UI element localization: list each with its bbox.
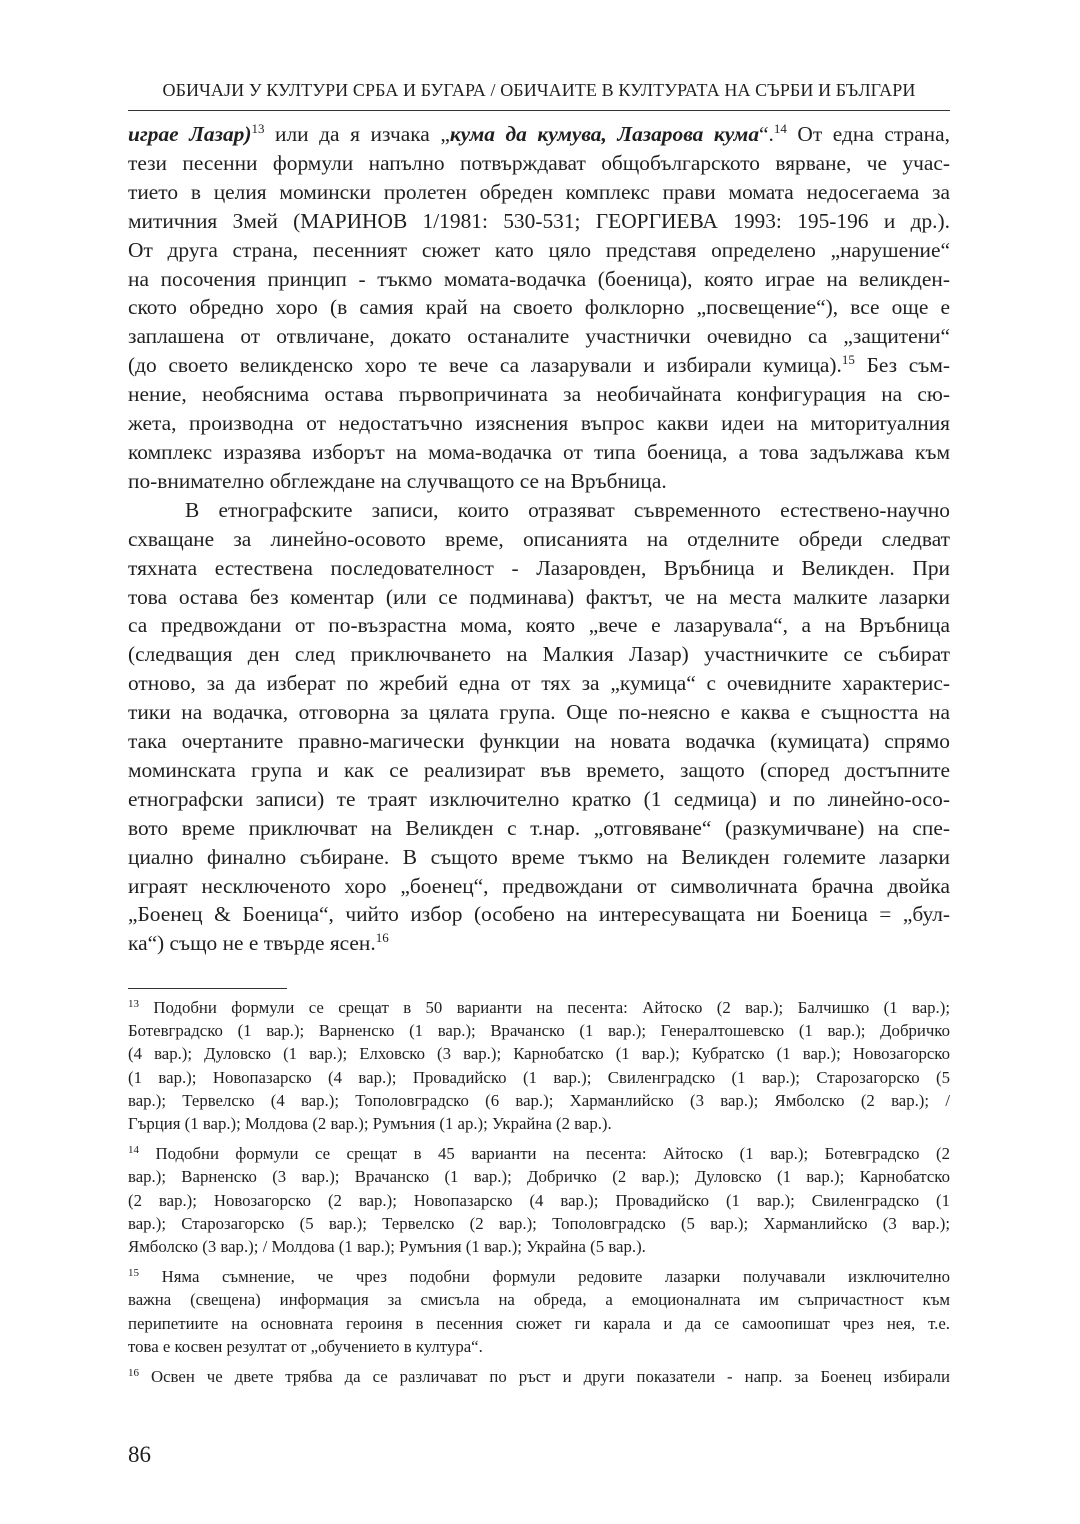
- text-line: заплашена от отвличане, докато останалите участнички очевидно са „защитени“: [128, 324, 950, 349]
- footnote-ref-15[interactable]: 15: [841, 352, 855, 368]
- emphasis: играе Лазар): [128, 122, 252, 146]
- running-header: ОБИЧАЈИ У КУЛТУРИ СРБА И БУГАРА / ОБИЧАИТЕ В КУЛТУРАТА НА СЪРБИ И БЪЛГАРИ: [162, 80, 916, 100]
- paragraph-2: [128, 496, 950, 959]
- page-number: 86: [128, 1442, 151, 1467]
- footnote-ref-16[interactable]: 16: [375, 930, 389, 946]
- text-run: ка“) също не е твърде ясен.: [128, 931, 376, 956]
- text-line: вар.); Старозагорско (5 вар.); Тервелско (2 вар.); Тополовградско (5 вар.); Харманлийско (3 вар.);: [128, 1213, 950, 1233]
- main-text: [128, 120, 950, 958]
- text-line: (2 вар.); Новозагорско (2 вар.); Новопазарско (4 вар.); Провадийско (1 вар.); Свиленградско (1: [128, 1190, 950, 1210]
- paragraph-1: [128, 120, 950, 496]
- text-line: (4 вар.); Дуловско (1 вар.); Елховско (3 вар.); Карнобатско (1 вар.); Кубратско (1 вар.); Новозагорско: [128, 1044, 950, 1064]
- text-line: „Боенец & Боеница“, чийто избор (особено на интересуващата ни Боеница = „бул-: [128, 902, 950, 927]
- text-line: нение, необяснима остава първопричината за необичайната конфигурация на сю-: [128, 382, 950, 407]
- text-run: Няма съмнение, че чрез подобни формули редовите лазарки получавали изключително: [139, 1267, 950, 1287]
- text-line: В етнографските записи, които отразяват съвременното естествено-научно: [185, 497, 950, 522]
- text-run: Без съм-: [854, 353, 950, 378]
- text-line: комплекс изразява изборът на мома-водачка от типа боеница, а това задължава към: [128, 439, 950, 464]
- text-line: ското обредно хоро (в самия край на своето фолклорно „посвещение“), все още е: [128, 295, 950, 320]
- text-line: перипетиите на основната героиня в песенния сюжет ги карала и да се самоопишат чрез нея, т.е.: [128, 1313, 950, 1333]
- text-line: От друга страна, песенният сюжет като цяло представя определено „нарушение“: [128, 237, 950, 262]
- text-line: [128, 120, 950, 149]
- text-line: вото време приключват на Великден с т.нар. „отговяване“ (разкумичване) на спе-: [128, 815, 950, 840]
- text-line: Ямболско (3 вар.); / Молдова (1 вар.); Румъния (1 вар.); Украйна (5 вар.).: [128, 1237, 646, 1257]
- text-line: [128, 351, 950, 380]
- text-line: вар.); Тервелско (4 вар.); Тополовградско (6 вар.); Харманлийско (3 вар.); Ямболско (2 вар.); /: [128, 1090, 950, 1110]
- text-run: или да я изчака „: [264, 122, 450, 146]
- text-line: жета, производна от недостатъчно изяснения въпрос какви идеи на миторитуалния: [128, 411, 950, 436]
- text-run: Освен че двете трябва да се различават по ръст и други показатели - напр. за Боенец избирали: [139, 1367, 950, 1387]
- text-line: са предвождани от по-възрастна мома, която „вече е лазарувала“, а на Връбница: [128, 613, 950, 638]
- emphasis: кума да кумува, Лазарова кума: [449, 122, 760, 146]
- text-line: тяхната естествена последователност - Лазаровден, Връбница и Великден. При: [128, 555, 950, 580]
- text-line: Ботевградско (1 вар.); Варненско (1 вар.); Врачанско (1 вар.); Генералтошевско (1 вар.); Добричко: [128, 1021, 950, 1041]
- footnote-number: 15: [128, 1267, 139, 1280]
- text-run: От една страна,: [786, 122, 950, 146]
- text-line: Гърция (1 вар.); Молдова (2 вар.); Румъния (1 ар.); Украйна (2 вар.).: [128, 1114, 612, 1134]
- text-line: отново, за да изберат по жребий една от тях за „кумица“ с очевидните характерис-: [128, 671, 950, 696]
- text-run: Подобни формули се срещат в 50 варианти на песента: Айтоско (2 вар.); Балчишко (1 вар.);: [139, 998, 950, 1017]
- footnote-number: 14: [128, 1144, 139, 1157]
- text-run: Подобни формули се срещат в 45 варианти на песента: Айтоско (1 вар.); Ботевградско (2: [139, 1144, 950, 1164]
- text-line: [128, 929, 950, 958]
- text-line: това остава без коментар (или се подминава) фактът, че на места малките лазарки: [128, 584, 950, 609]
- text-line: циално финално събиране. В същото време тъкмо на Великден големите лазарки: [128, 844, 950, 869]
- footnote-ref-14[interactable]: 14: [773, 121, 787, 136]
- text-line: [128, 996, 950, 1019]
- text-line: важна (свещена) информация за смисъла на обреда, а емоционалната им съпричастност към: [128, 1290, 950, 1310]
- text-line: митичния Змей (МАРИНОВ 1/1981: 530-531; ГЕОРГИЕВА 1993: 195-196 и др.).: [128, 208, 950, 233]
- text-line: това е косвен резултат от „обучението в култура“.: [128, 1336, 483, 1356]
- text-line: (следващия ден след приключването на Малкия Лазар) участничките се събират: [128, 642, 950, 667]
- footnote-ref-13[interactable]: 13: [251, 121, 265, 136]
- text-line: [128, 1365, 950, 1388]
- text-line: схващане за линейно-осовото време, описанията на отделните обреди следват: [128, 526, 950, 551]
- text-line: така очертаните правно-магически функции на новата водачка (кумицата) спрямо: [128, 729, 950, 754]
- text-line: тики на водачка, отговорна за цялата група. Още по-неясно е каква е същността на: [128, 700, 950, 725]
- footnote-16: [128, 1365, 950, 1388]
- text-line: [128, 1265, 950, 1288]
- header-rule: [128, 110, 950, 111]
- text-line: играят несключеното хоро „боенец“, предвождани от символичната брачна двойка: [128, 873, 950, 898]
- text-line: моминската група и как се реализират във времето, защото (според достъпните: [128, 757, 950, 782]
- text-run: “.: [759, 122, 774, 146]
- text-line: на посочения принцип - тъкмо момата-водачка (боеница), която играе на великден-: [128, 266, 950, 291]
- text-line: тези песенни формули напълно потвърждават общобългарското вярване, че учас-: [128, 150, 950, 175]
- text-run: (до своето великденско хоро те вече са лазарували и избирали кумица).: [128, 353, 842, 378]
- footnotes: [128, 996, 950, 1395]
- text-line: тието в целия момински пролетен обреден комплекс прави момата недосегаема за: [128, 179, 950, 204]
- footnote-14: [128, 1142, 950, 1258]
- text-line: по-внимателно обглеждане на случващото се на Връбница.: [128, 468, 667, 493]
- footnote-separator: [128, 988, 287, 989]
- footnote-15: [128, 1265, 950, 1358]
- footnote-number: 16: [128, 1367, 139, 1380]
- footnote-number: 13: [128, 998, 139, 1010]
- text-line: (1 вар.); Новопазарско (4 вар.); Провадийско (1 вар.); Свиленградско (1 вар.); Старозагорско (5: [128, 1067, 950, 1087]
- text-line: вар.); Варненско (3 вар.); Врачанско (1 вар.); Добричко (2 вар.); Дуловско (1 вар.); Карнобатско: [128, 1167, 950, 1187]
- footnote-13: [128, 996, 950, 1135]
- text-line: етнографски записи) те траят изключително кратко (1 седмица) и по линейно-осо-: [128, 786, 950, 811]
- text-line: [128, 1142, 950, 1165]
